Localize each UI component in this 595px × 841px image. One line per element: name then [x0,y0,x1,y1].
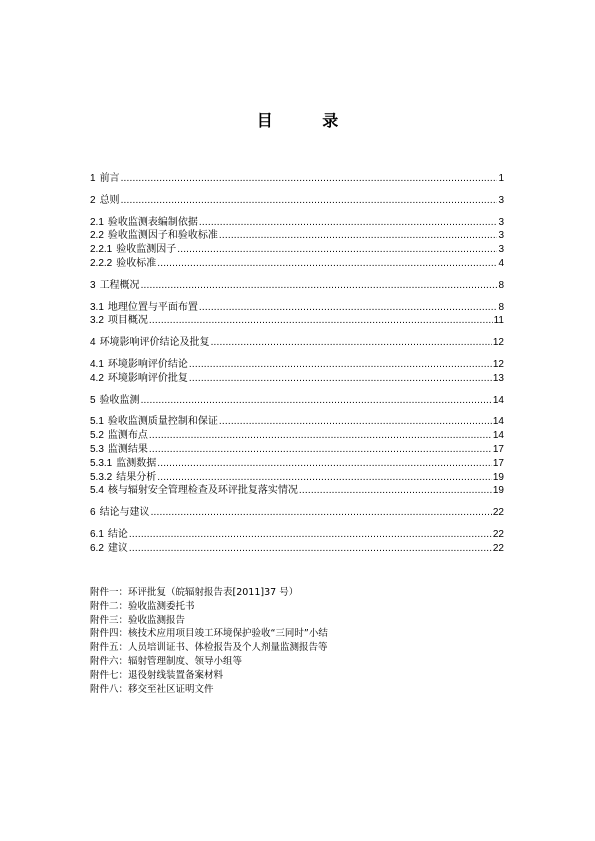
toc-entry-number: 6.2 [90,542,104,554]
table-of-contents [90,172,504,556]
toc-entry-label: 建议 [107,542,128,554]
toc-entry-page-number: 12 [492,358,504,370]
toc-entry[interactable] [90,415,504,429]
toc-dot-leader [157,257,497,271]
toc-entry[interactable] [90,257,504,271]
toc-entry-page-number: 3 [498,194,504,206]
toc-entry-number: 5.4 [90,485,104,497]
toc-entry[interactable] [90,443,504,457]
toc-dot-leader [199,301,498,315]
toc-entry[interactable] [90,457,504,471]
toc-dot-leader [211,336,492,350]
toc-dot-leader [129,528,492,542]
toc-entry[interactable] [90,484,504,498]
attachment-item: 附件五：人员培训证书、体检报告及个人剂量监测报告等 [90,642,328,654]
attachment-item: 附件七：退役射线装置备案材料 [90,669,224,681]
toc-entry-page-number: 17 [492,443,504,455]
toc-entry-label: 环境影响评价批复 [107,372,188,384]
attachment-list [90,586,504,696]
toc-entry-page-number: 19 [492,485,504,497]
toc-entry-label: 监测数据 [116,457,157,469]
toc-dot-leader [151,506,492,520]
toc-entry[interactable] [90,372,504,386]
toc-entry-page-number: 8 [498,279,504,291]
toc-entry-number: 2.2.2 [90,257,113,269]
toc-entry-page-number: 11 [493,315,504,327]
toc-entry-number: 3 [90,279,96,291]
toc-entry-label: 项目概况 [107,315,148,327]
page-title: 目 录 [256,111,361,130]
toc-entry-label: 监测结果 [107,443,148,455]
toc-dot-leader [149,443,492,457]
attachment-item: 附件八：移交至社区证明文件 [90,683,214,695]
toc-entry-number: 5.3.1 [90,457,113,469]
attachment-item: 附件三：验收监测报告 [90,614,186,626]
toc-entry[interactable] [90,194,504,208]
toc-dot-leader [121,172,498,186]
toc-entry-page-number: 13 [492,372,504,384]
toc-entry-label: 环境影响评价结论及批复 [99,337,210,349]
toc-entry-number: 2.2 [90,230,104,242]
attachment-item: 附件四：核技术应用项目竣工环境保护验收“三同时”小结 [90,628,328,640]
toc-entry-number: 6.1 [90,528,104,540]
toc-entry-number: 2.1 [90,216,104,228]
toc-entry-label: 核与辐射安全管理检查及环评批复落实情况 [107,485,298,497]
toc-dot-leader [219,415,492,429]
toc-entry-page-number: 22 [492,507,504,519]
toc-entry-page-number: 19 [492,471,504,483]
toc-entry[interactable] [90,279,504,293]
toc-entry-label: 前言 [99,173,120,184]
toc-entry-number: 4.1 [90,358,104,370]
attachment-item: 附件六：辐射管理制度、领导小组等 [90,655,243,667]
toc-entry-label: 环境影响评价结论 [107,358,188,370]
toc-dot-leader [199,216,498,230]
toc-dot-leader [149,314,493,328]
toc-dot-leader [141,279,498,293]
toc-entry-page-number: 8 [498,301,504,313]
toc-entry-page-number: 14 [492,416,504,428]
toc-entry-page-number: 3 [498,230,504,242]
toc-entry-number: 5.2 [90,430,104,442]
toc-entry[interactable] [90,528,504,542]
toc-entry[interactable] [90,336,504,350]
toc-entry-label: 验收监测 [99,394,140,406]
attachment-item: 附件二：验收监测委托书 [90,600,195,612]
toc-entry[interactable] [90,301,504,315]
toc-entry-page-number: 14 [492,394,504,406]
toc-entry-page-number: 17 [492,457,504,469]
toc-entry[interactable] [90,358,504,372]
toc-entry[interactable] [90,172,504,186]
toc-entry-page-number: 12 [492,337,504,349]
toc-entry[interactable] [90,471,504,485]
toc-dot-leader [149,429,492,443]
toc-entry-label: 验收监测表编制依据 [107,216,198,228]
toc-entry-number: 5.1 [90,416,104,428]
toc-entry[interactable] [90,216,504,230]
toc-dot-leader [157,471,492,485]
toc-entry-label: 结果分析 [116,471,157,483]
toc-entry-label: 总则 [99,194,120,206]
toc-entry[interactable] [90,394,504,408]
toc-entry-label: 监测布点 [107,430,148,442]
toc-entry-label: 工程概况 [99,279,140,291]
attachment-item: 附件一：环评批复（皖辐射报告表[2011]37 号） [90,587,299,598]
toc-entry[interactable] [90,542,504,556]
toc-dot-leader [189,372,492,386]
toc-entry-number: 2 [90,194,96,206]
toc-entry-page-number: 14 [492,430,504,442]
toc-entry-number: 4 [90,337,96,349]
toc-entry-number: 5.3.2 [90,471,113,483]
toc-entry-label: 验收标准 [116,257,157,269]
toc-dot-leader [157,457,492,471]
toc-entry[interactable] [90,243,504,257]
toc-entry-label: 结论 [107,528,128,540]
toc-entry-page-number: 3 [498,244,504,256]
toc-entry-label: 结论与建议 [99,507,150,519]
toc-dot-leader [177,243,497,257]
toc-dot-leader [189,358,492,372]
toc-dot-leader [299,484,492,498]
toc-entry[interactable] [90,229,504,243]
toc-entry-number: 2.2.1 [90,244,113,256]
toc-entry-number: 4.2 [90,372,104,384]
toc-entry-label: 验收监测质量控制和保证 [107,416,218,428]
toc-entry-number: 1 [90,173,96,184]
toc-entry-number: 5.3 [90,443,104,455]
toc-entry-page-number: 3 [498,216,504,228]
toc-dot-leader [219,229,498,243]
toc-entry-label: 验收监测因子 [116,244,177,256]
toc-entry-page-number: 4 [498,257,504,269]
toc-entry-number: 3.2 [90,315,104,327]
toc-entry-page-number: 1 [498,173,504,184]
toc-dot-leader [141,394,492,408]
toc-entry-page-number: 22 [492,528,504,540]
toc-entry[interactable] [90,506,504,520]
toc-entry-number: 6 [90,507,96,519]
toc-entry-number: 5 [90,394,96,406]
toc-entry[interactable] [90,429,504,443]
toc-entry-label: 验收监测因子和验收标准 [107,230,218,242]
toc-entry-number: 3.1 [90,301,104,313]
toc-entry-page-number: 22 [492,542,504,554]
toc-dot-leader [121,194,498,208]
toc-entry[interactable] [90,314,504,328]
toc-entry-label: 地理位置与平面布置 [107,301,198,313]
toc-dot-leader [129,542,492,556]
